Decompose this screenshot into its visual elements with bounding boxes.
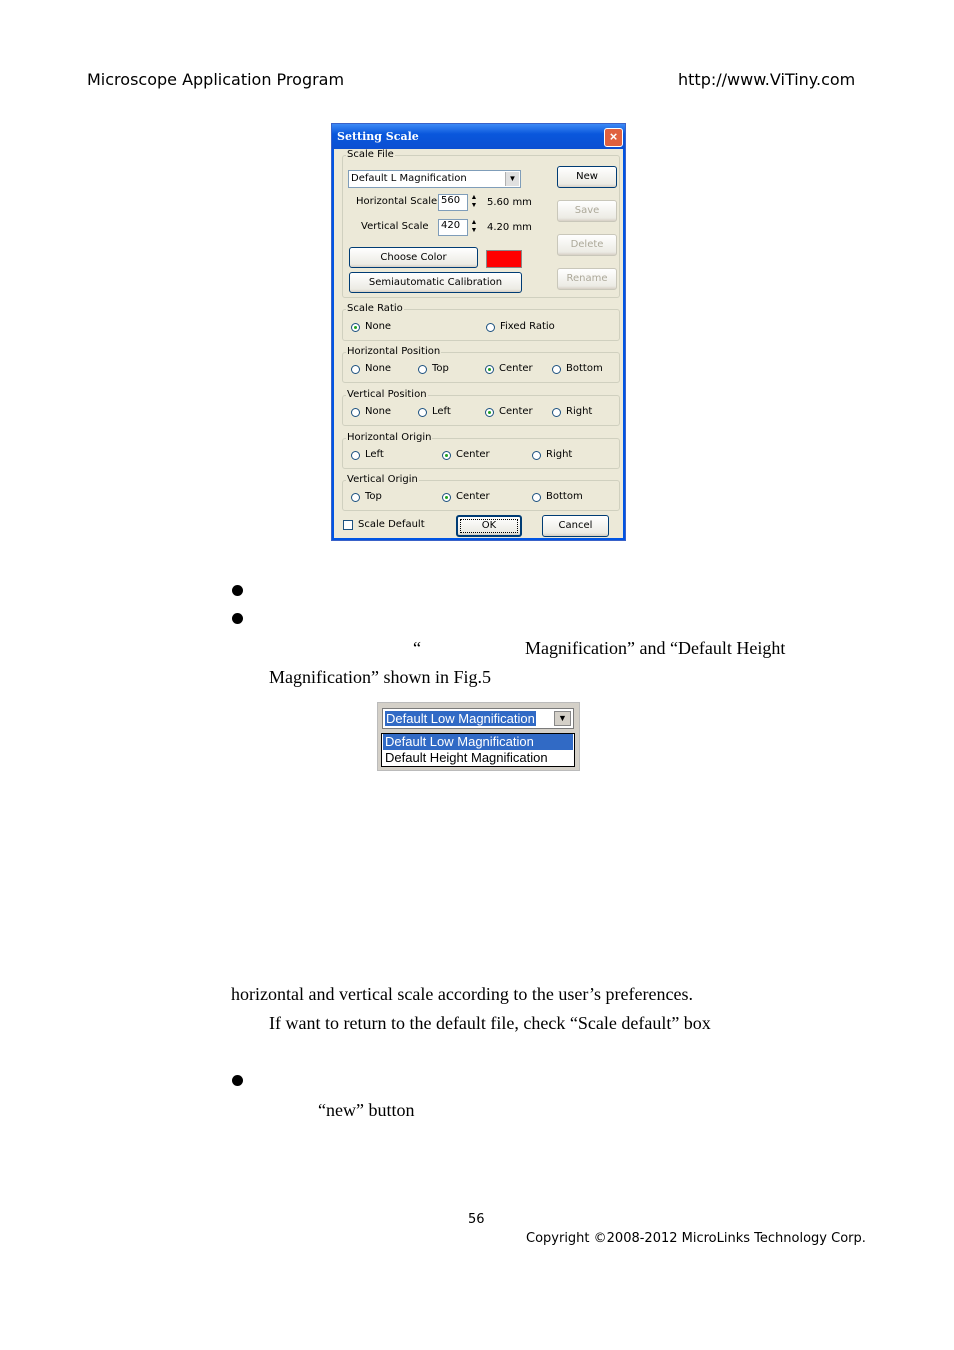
vpos-center-label: Center: [499, 406, 533, 417]
vpos-none-radio[interactable]: [351, 408, 360, 417]
horigin-center-radio[interactable]: [442, 451, 451, 460]
body-quote-open: “: [413, 638, 421, 658]
vpos-left-radio[interactable]: [418, 408, 427, 417]
vertical-origin-label: Vertical Origin: [347, 474, 418, 485]
chevron-down-icon[interactable]: ▼: [505, 172, 519, 186]
page-number: 56: [468, 1212, 485, 1227]
scale-default-checkbox[interactable]: [343, 520, 353, 530]
hpos-none-radio[interactable]: [351, 365, 360, 374]
horigin-center-label: Center: [456, 449, 490, 460]
bullet-2: [232, 613, 243, 624]
horigin-right-label: Right: [546, 449, 573, 460]
vpos-right-radio[interactable]: [552, 408, 561, 417]
horigin-left-label: Left: [365, 449, 384, 460]
horizontal-scale-mm: 5.60 mm: [487, 197, 532, 208]
vpos-none-label: None: [365, 406, 392, 417]
vertical-scale-label: Vertical Scale: [361, 221, 429, 232]
vorigin-bottom-radio[interactable]: [532, 493, 541, 502]
scale-ratio-none-radio[interactable]: [351, 323, 360, 332]
close-button[interactable]: ×: [604, 128, 623, 147]
horizontal-scale-input[interactable]: 560: [438, 194, 468, 211]
color-swatch[interactable]: [486, 250, 522, 268]
fig5-option-list: [381, 733, 575, 767]
horigin-right-radio[interactable]: [532, 451, 541, 460]
hpos-top-radio[interactable]: [418, 365, 427, 374]
vpos-right-label: Right: [566, 406, 593, 417]
vertical-spin-arrows[interactable]: ▲ ▼: [470, 219, 478, 234]
semiautomatic-calibration-button[interactable]: Semiautomatic Calibration: [349, 272, 522, 293]
hpos-center-label: Center: [499, 363, 533, 374]
vorigin-center-radio[interactable]: [442, 493, 451, 502]
dialog-title-bar: [332, 124, 625, 149]
scale-ratio-label: Scale Ratio: [347, 303, 403, 314]
delete-button[interactable]: Delete: [557, 234, 617, 256]
hpos-bottom-label: Bottom: [566, 363, 603, 374]
fig5-combo[interactable]: [382, 708, 574, 729]
rename-button[interactable]: Rename: [557, 268, 617, 290]
hpos-top-label: Top: [432, 363, 449, 374]
fig5-selected-value: Default Low Magnification: [386, 711, 535, 726]
vpos-center-radio[interactable]: [485, 408, 494, 417]
body-line-1: Magnification” and “Default Height: [525, 638, 786, 658]
vertical-scale-mm: 4.20 mm: [487, 222, 532, 233]
body-line-2: Magnification” shown in Fig.5: [269, 667, 491, 687]
fig5-dropdown-figure: [377, 702, 580, 771]
scale-ratio-fixed-radio[interactable]: [486, 323, 495, 332]
fig5-option-height[interactable]: Default Height Magnification: [385, 750, 548, 765]
horizontal-position-label: Horizontal Position: [347, 346, 441, 357]
vpos-left-label: Left: [432, 406, 451, 417]
cancel-button[interactable]: Cancel: [542, 515, 609, 537]
hpos-bottom-radio[interactable]: [552, 365, 561, 374]
hpos-none-label: None: [365, 363, 392, 374]
dialog-body: [334, 149, 623, 538]
vorigin-top-label: Top: [365, 491, 382, 502]
vorigin-bottom-label: Bottom: [546, 491, 583, 502]
chevron-down-icon[interactable]: ▼: [554, 711, 571, 726]
bullet-1: [232, 585, 243, 596]
bullet-3: [232, 1075, 243, 1086]
body-line-5: “new” button: [318, 1100, 415, 1120]
header-title: Microscope Application Program: [87, 70, 345, 89]
vorigin-top-radio[interactable]: [351, 493, 360, 502]
new-button[interactable]: New: [557, 166, 617, 188]
choose-color-button[interactable]: Choose Color: [349, 247, 478, 268]
scale-ratio-fixed-label: Fixed Ratio: [500, 321, 555, 332]
fig5-option-low[interactable]: Default Low Magnification: [383, 734, 573, 750]
horizontal-origin-label: Horizontal Origin: [347, 432, 432, 443]
scale-default-label: Scale Default: [358, 519, 425, 530]
horigin-left-radio[interactable]: [351, 451, 360, 460]
ok-button[interactable]: OK: [456, 515, 522, 537]
vertical-position-label: Vertical Position: [347, 389, 427, 400]
body-line-3: horizontal and vertical scale according to the user’s preferences.: [231, 984, 693, 1004]
scale-file-combo[interactable]: [348, 170, 521, 188]
setting-scale-dialog: [331, 123, 626, 541]
header-url[interactable]: http://www.ViTiny.com: [678, 70, 856, 89]
save-button[interactable]: Save: [557, 200, 617, 222]
scale-ratio-none-label: None: [365, 321, 392, 332]
vertical-scale-input[interactable]: 420: [438, 219, 468, 236]
hpos-center-radio[interactable]: [485, 365, 494, 374]
horizontal-spin-arrows[interactable]: ▲ ▼: [470, 194, 478, 209]
horizontal-scale-label: Horizontal Scale: [356, 196, 438, 207]
scale-file-label: Scale File: [347, 149, 394, 160]
scale-file-combo-value: Default L Magnification: [351, 173, 467, 184]
vorigin-center-label: Center: [456, 491, 490, 502]
body-line-4: If want to return to the default file, check “Scale default” box: [269, 1013, 711, 1033]
dialog-title: Setting Scale: [337, 130, 419, 143]
copyright: Copyright ©2008-2012 MicroLinks Technology Corp.: [526, 1231, 866, 1246]
